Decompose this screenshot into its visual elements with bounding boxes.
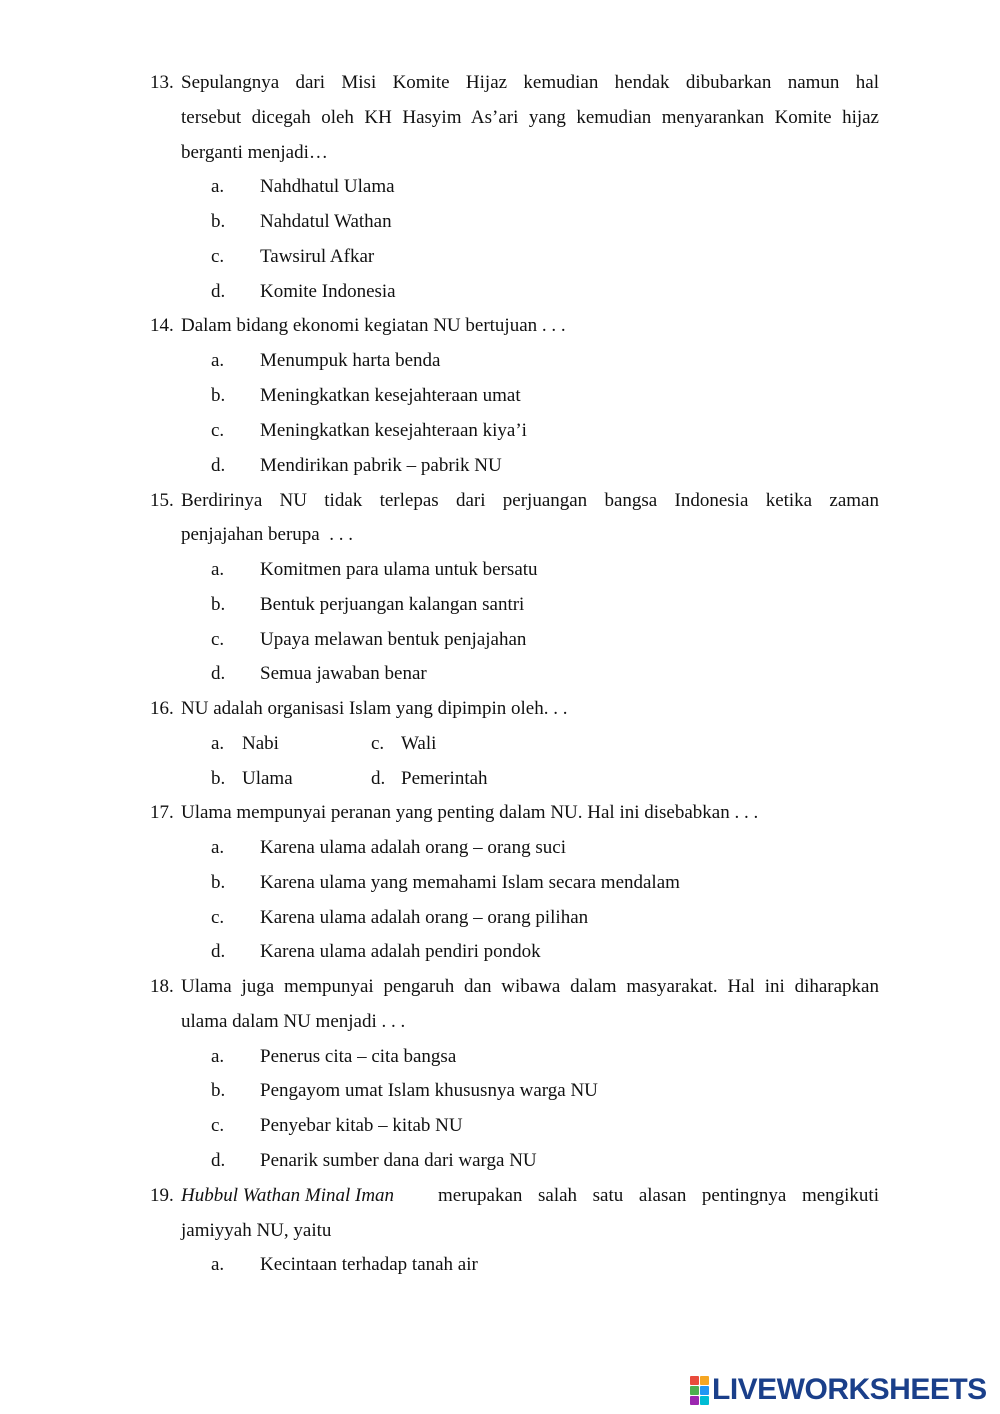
option-text: Meningkatkan kesejahteraan kiya’i xyxy=(260,420,527,441)
option-text: Pengayom umat Islam khususnya warga NU xyxy=(260,1080,598,1101)
option-text: Semua jawaban benar xyxy=(260,663,427,684)
option-text: Penyebar kitab – kitab NU xyxy=(260,1115,463,1136)
question-text: ulama dalam NU menjadi . . . xyxy=(181,1011,406,1032)
option-text: Karena ulama adalah orang – orang suci xyxy=(260,837,566,858)
option-letter: a. xyxy=(211,837,225,858)
option-text: Menumpuk harta benda xyxy=(260,350,441,371)
option-letter: d. xyxy=(211,281,226,302)
liveworksheets-blocks-icon xyxy=(690,1376,709,1405)
option-letter: c. xyxy=(211,420,225,441)
option-letter: b. xyxy=(211,872,226,893)
question-number: 19. xyxy=(150,1185,174,1206)
option-text: Penerus cita – cita bangsa xyxy=(260,1046,457,1067)
option-letter: a. xyxy=(211,1254,225,1275)
question-text-rest: merupakan salah satu alasan pentingnya mengikuti xyxy=(438,1185,879,1206)
question-number: 13. xyxy=(150,72,174,93)
option-text: Upaya melawan bentuk penjajahan xyxy=(260,629,527,650)
option-letter: c. xyxy=(211,907,225,928)
option-letter: b. xyxy=(211,385,226,406)
question-number: 16. xyxy=(150,698,174,719)
option-letter: b. xyxy=(211,1080,226,1101)
option-letter: a. xyxy=(211,733,225,754)
option-letter: a. xyxy=(211,350,225,371)
liveworksheets-logo[interactable] xyxy=(690,1373,987,1406)
question-text: Dalam bidang ekonomi kegiatan NU bertujuan . . . xyxy=(181,315,566,336)
option-letter: c. xyxy=(211,1115,225,1136)
option-letter: d. xyxy=(371,768,386,789)
logo-text: LIVEWORKSHEETS xyxy=(712,1373,987,1406)
option-letter: c. xyxy=(371,733,385,754)
option-text: Karena ulama adalah pendiri pondok xyxy=(260,941,541,962)
option-text: Bentuk perjuangan kalangan santri xyxy=(260,594,525,615)
option-letter: a. xyxy=(211,1046,225,1067)
question-text: Sepulangnya dari Misi Komite Hijaz kemudian hendak dibubarkan namun hal xyxy=(181,72,879,93)
option-c[interactable]: Wali xyxy=(401,733,437,754)
option-text: Karena ulama yang memahami Islam secara mendalam xyxy=(260,872,680,893)
question-text: Ulama juga mempunyai pengaruh dan wibawa dalam masyarakat. Hal ini diharapkan xyxy=(181,976,879,997)
option-letter: b. xyxy=(211,768,226,789)
question-number: 14. xyxy=(150,315,174,336)
option-letter: c. xyxy=(211,629,225,650)
question-text: NU adalah organisasi Islam yang dipimpin oleh. . . xyxy=(181,698,568,719)
option-b[interactable]: Ulama xyxy=(242,768,293,789)
option-text: Komite Indonesia xyxy=(260,281,396,302)
option-letter: b. xyxy=(211,211,226,232)
logo-block xyxy=(690,1386,699,1395)
option-text: Meningkatkan kesejahteraan umat xyxy=(260,385,521,406)
option-text: Kecintaan terhadap tanah air xyxy=(260,1254,478,1275)
logo-block xyxy=(700,1376,709,1385)
option-text: Komitmen para ulama untuk bersatu xyxy=(260,559,538,580)
option-letter: d. xyxy=(211,663,226,684)
question-text: berganti menjadi… xyxy=(181,142,328,163)
option-letter: a. xyxy=(211,559,225,580)
logo-block xyxy=(690,1376,699,1385)
option-letter: d. xyxy=(211,455,226,476)
option-text: Karena ulama adalah orang – orang pilihan xyxy=(260,907,589,928)
logo-block xyxy=(700,1396,709,1405)
option-d[interactable]: Pemerintah xyxy=(401,768,488,789)
question-text xyxy=(181,1184,879,1208)
option-text: Nahdatul Wathan xyxy=(260,211,392,232)
option-a[interactable]: Nabi xyxy=(242,733,279,754)
question-text: Berdirinya NU tidak terlepas dari perjuangan bangsa Indonesia ketika zaman xyxy=(181,490,879,511)
question-text: Ulama mempunyai peranan yang penting dalam NU. Hal ini disebabkan . . . xyxy=(181,802,759,823)
option-text: Penarik sumber dana dari warga NU xyxy=(260,1150,537,1171)
logo-block xyxy=(690,1396,699,1405)
option-letter: c. xyxy=(211,246,225,267)
question-number: 18. xyxy=(150,976,174,997)
question-number: 17. xyxy=(150,802,174,823)
logo-block xyxy=(700,1386,709,1395)
option-text: Mendirikan pabrik – pabrik NU xyxy=(260,455,502,476)
question-italic-phrase: Hubbul Wathan Minal Iman xyxy=(181,1185,395,1206)
option-text: Tawsirul Afkar xyxy=(260,246,375,267)
option-letter: d. xyxy=(211,941,226,962)
question-text: tersebut dicegah oleh KH Hasyim As’ari yang kemudian menyarankan Komite hijaz xyxy=(181,107,879,128)
option-letter: d. xyxy=(211,1150,226,1171)
option-text: Nahdhatul Ulama xyxy=(260,176,395,197)
question-text: jamiyyah NU, yaitu xyxy=(181,1220,332,1241)
question-number: 15. xyxy=(150,490,174,511)
question-text: penjajahan berupa . . . xyxy=(181,524,353,545)
option-letter: b. xyxy=(211,594,226,615)
option-letter: a. xyxy=(211,176,225,197)
